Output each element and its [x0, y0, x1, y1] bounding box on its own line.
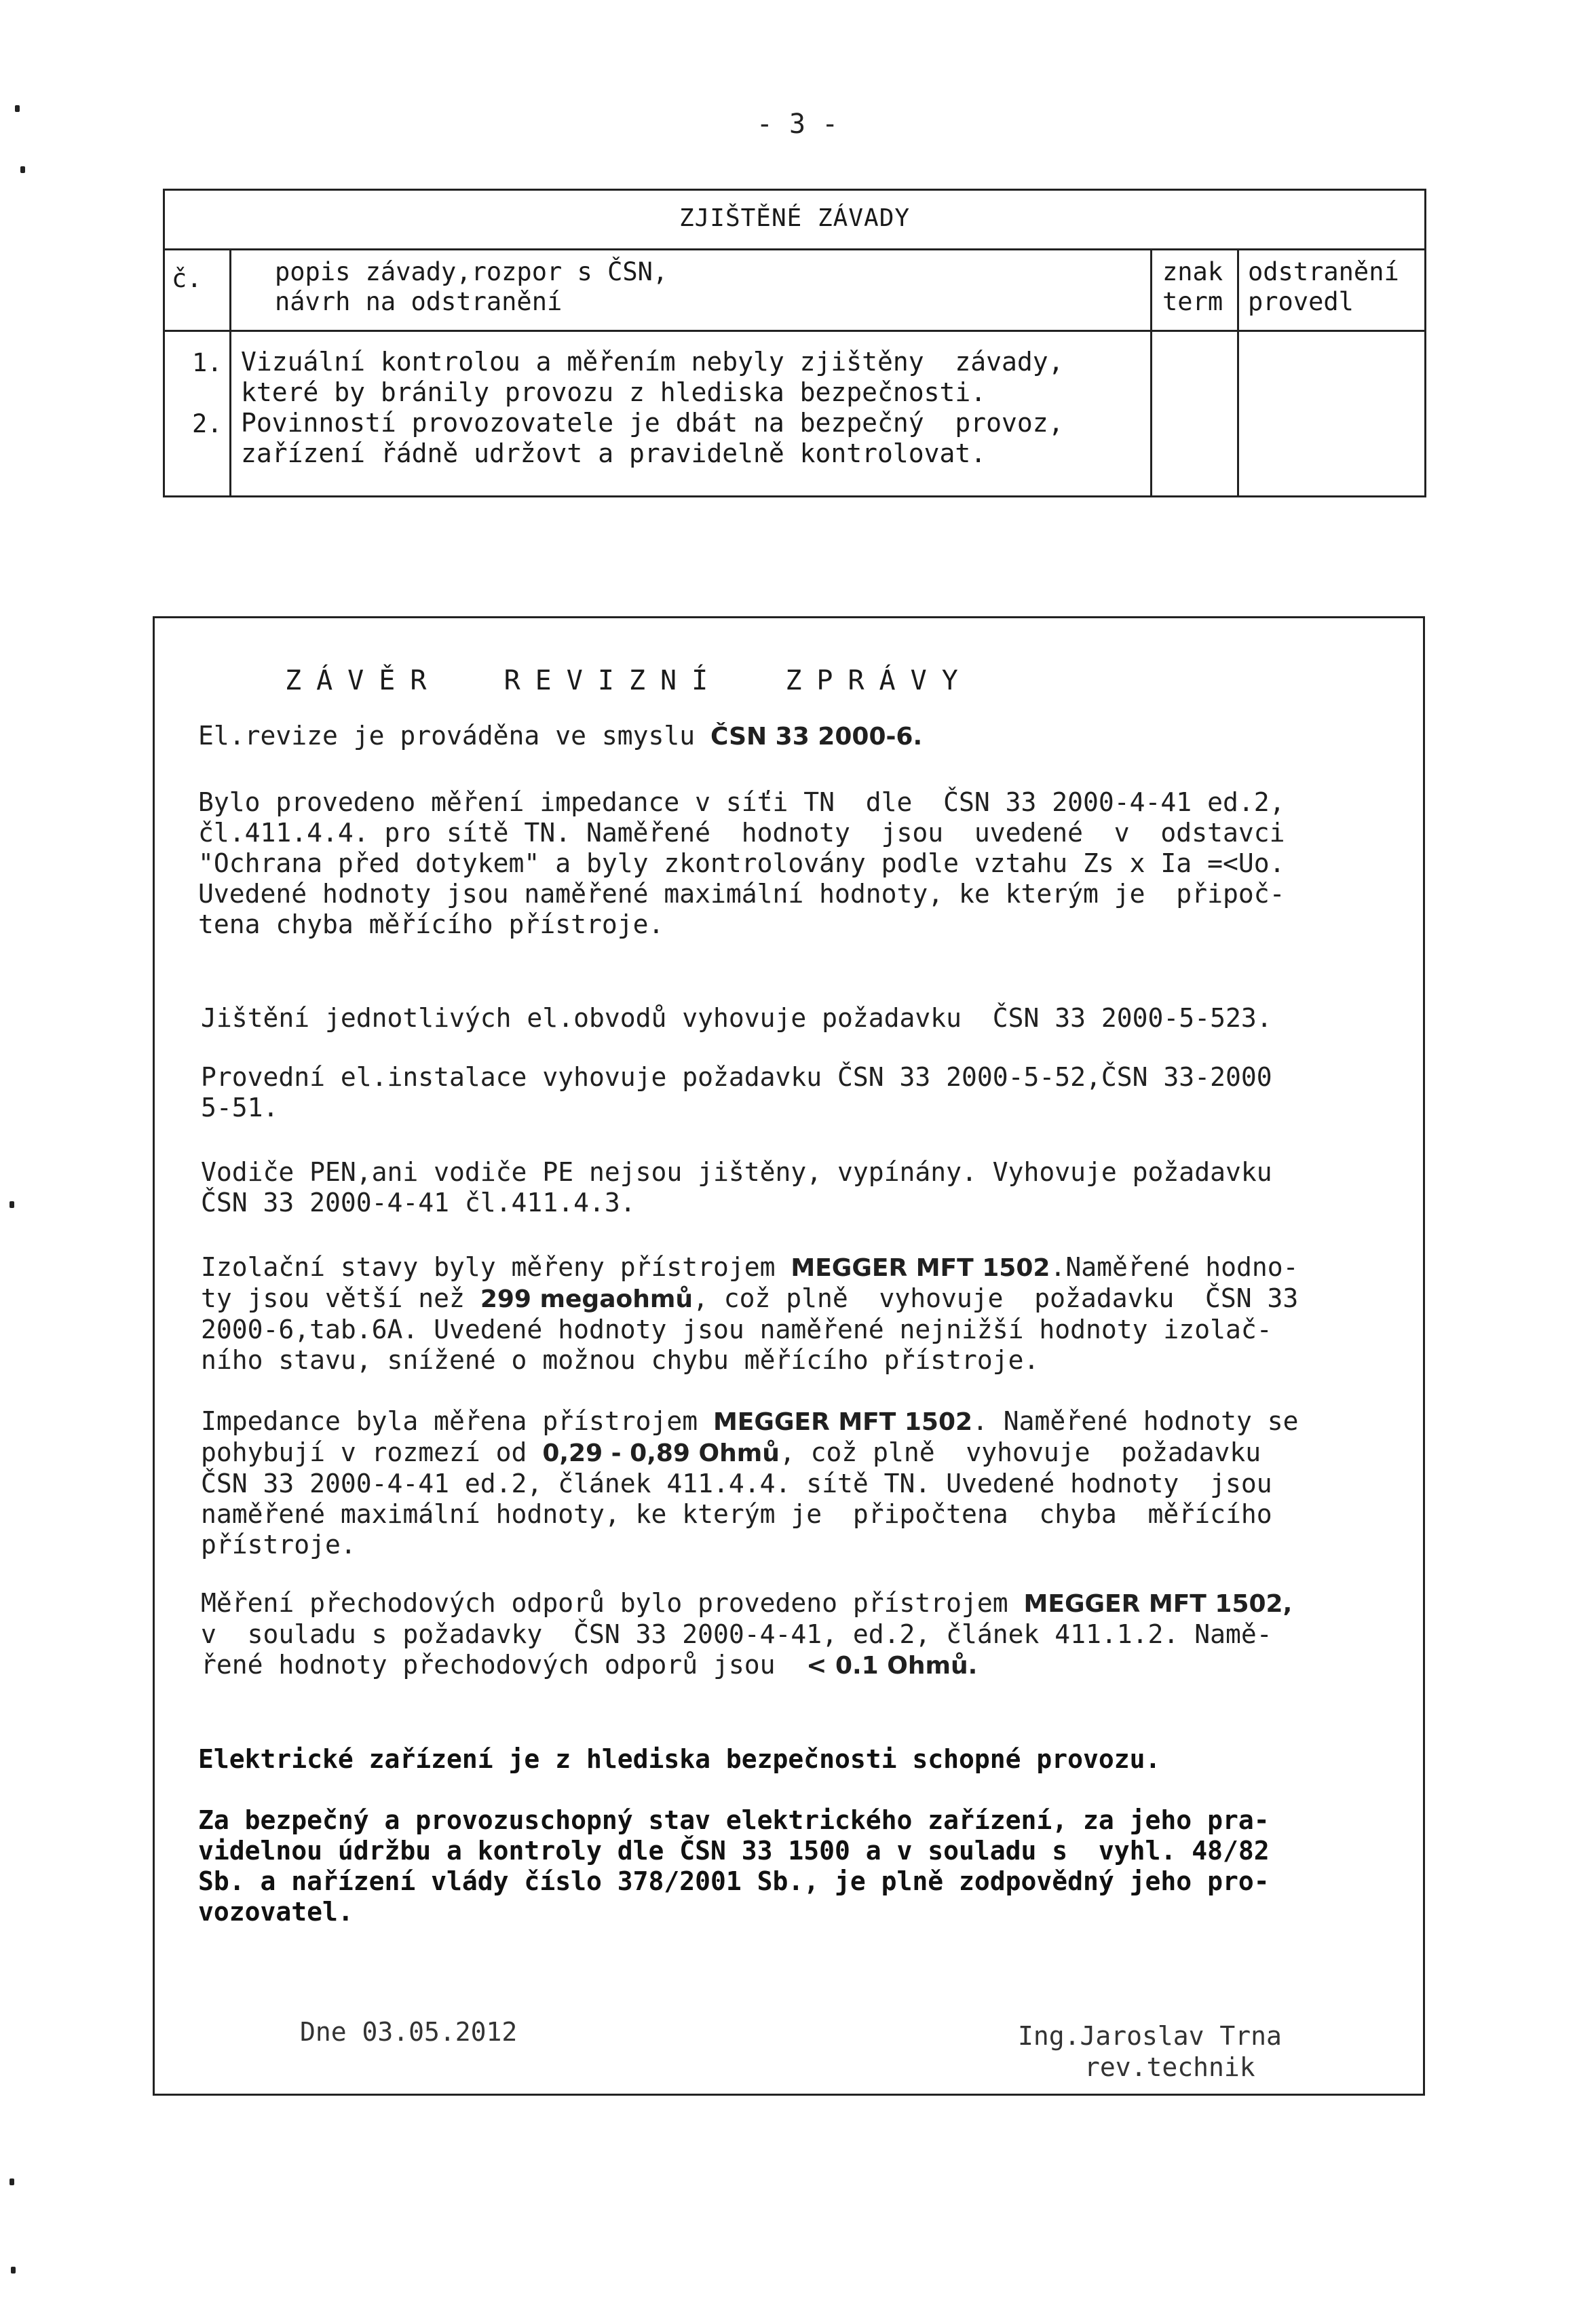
instrument-name: MEGGER MFT 1502,	[1023, 1590, 1293, 1618]
text: Měření přechodových odporů bylo provedeno přístrojem	[201, 1588, 1024, 1618]
text: El.revize je prováděna ve smyslu	[198, 721, 710, 751]
conclusion-heading: ZÁVĚR REVIZNÍ ZPRÁVY	[285, 665, 973, 696]
paragraph-insulation	[201, 1252, 1422, 1376]
table-divider	[229, 250, 231, 495]
defects-table-title: ZJIŠTĚNÉ ZÁVADY	[679, 204, 911, 232]
paragraph-safety-statement: Elektrické zařízení je z hlediska bezpečnosti schopné provozu.	[198, 1744, 1161, 1774]
signer-name: Ing.Jaroslav Trna	[1018, 2021, 1282, 2051]
text: . Naměřené hodnoty se pohybují v rozmezí od	[201, 1406, 1299, 1467]
paragraph-operator-responsibility: Za bezpečný a provozuschopný stav elektrického zařízení, za jeho pra- videlnou údržbu a kontroly dle ČSN 33 1500 a v souladu s vyhl. 48/82 Sb. a nařízení vlády číslo 378/2001 Sb., je plně zodpovědný jeho pro- vozovatel.	[198, 1805, 1270, 1927]
text: Izolační stavy byly měřeny přístrojem	[201, 1252, 791, 1282]
text: Impedance byla měřena přístrojem	[201, 1406, 713, 1436]
paragraph-installation: Provední el.instalace vyhovuje požadavku ČSN 33 2000-5-52,ČSN 33-2000 5-51.	[201, 1062, 1272, 1122]
scan-mark	[20, 166, 25, 173]
signer-role: rev.technik	[1084, 2052, 1255, 2082]
paragraph-transition-resistance	[201, 1588, 1422, 1681]
scan-mark	[11, 2267, 16, 2273]
column-header-mark: znak term	[1162, 257, 1223, 316]
row-number: 1.	[192, 348, 223, 377]
page-number: - 3 -	[756, 109, 839, 140]
column-header-number: č.	[172, 264, 202, 293]
paragraph-revision-standard	[198, 721, 1420, 752]
scan-mark	[10, 1201, 14, 1208]
defects-table-title-row	[165, 191, 1424, 250]
paragraph-impedance: Bylo provedeno měření impedance v síťi TN dle ČSN 33 2000-4-41 ed.2, čl.411.4.4. pro sítě TN. Naměřené hodnoty jsou uvedené v odstavci "Ochrana před dotykem" a byly zkontrolovány podle vztahu Zs x Ia =<Uo. Uvedené hodnoty jsou naměřené maximální hodnoty, ke kterým je připoč- tena chyba měřícího přístroje.	[198, 787, 1285, 939]
column-header-fixed-by: odstranění provedl	[1248, 257, 1399, 316]
paragraph-impedance-measurement	[201, 1406, 1422, 1560]
column-header-description: popis závady,rozpor s ČSN, návrh na odstranění	[275, 257, 668, 316]
scan-mark	[10, 2178, 14, 2185]
paragraph-pen-conductors: Vodiče PEN,ani vodiče PE nejsou jištěny, vypínány. Vyhovuje požadavku ČSN 33 2000-4-41 čl.411.4.3.	[201, 1157, 1272, 1218]
defects-table	[163, 189, 1426, 497]
text: , což plně vyhovuje požadavku ČSN 33 2000-6,tab.6A. Uvedené hodnoty jsou naměřené nejnižší hodnoty izolač- ního stavu, snížené o možnou chybu měřícího přístroje.	[201, 1283, 1299, 1375]
row-number: 2.	[192, 409, 223, 438]
table-divider	[1150, 250, 1152, 495]
text: .Naměřené hodno- ty jsou větší než	[201, 1252, 1299, 1313]
measured-value: 299 megaohmů	[480, 1285, 693, 1313]
instrument-name: MEGGER MFT 1502	[712, 1408, 973, 1436]
table-divider	[1237, 250, 1239, 495]
measured-value: < 0.1 Ohmů.	[806, 1652, 978, 1680]
date: Dne 03.05.2012	[300, 2017, 518, 2047]
text: v souladu s požadavky ČSN 33 2000-4-41, ed.2, článek 411.1.2. Namě- řené hodnoty přechodových odporů jsou	[201, 1619, 1272, 1680]
defects-row-text: Vizuální kontrolou a měřením nebyly zjištěny závady, které by bránily provozu z hlediska bezpečnosti. Povinností provozovatele je dbát na bezpečný provoz, zařízení řádně udržovt a pravidelně kontrolovat.	[241, 347, 1064, 468]
instrument-name: MEGGER MFT 1502	[791, 1254, 1050, 1282]
standard-reference: ČSN 33 2000-6.	[710, 723, 923, 751]
paragraph-circuit-protection: Jištění jednotlivých el.obvodů vyhovuje požadavku ČSN 33 2000-5-523.	[201, 1003, 1272, 1033]
text: , což plně vyhovuje požadavku ČSN 33 2000-4-41 ed.2, článek 411.4.4. sítě TN. Uvedené hodnoty jsou naměřené maximální hodnoty, ke kterým je připočtena chyba měřícího přístroje.	[201, 1437, 1272, 1560]
measured-value: 0,29 - 0,89 Ohmů	[542, 1439, 780, 1467]
scan-mark	[15, 105, 20, 112]
